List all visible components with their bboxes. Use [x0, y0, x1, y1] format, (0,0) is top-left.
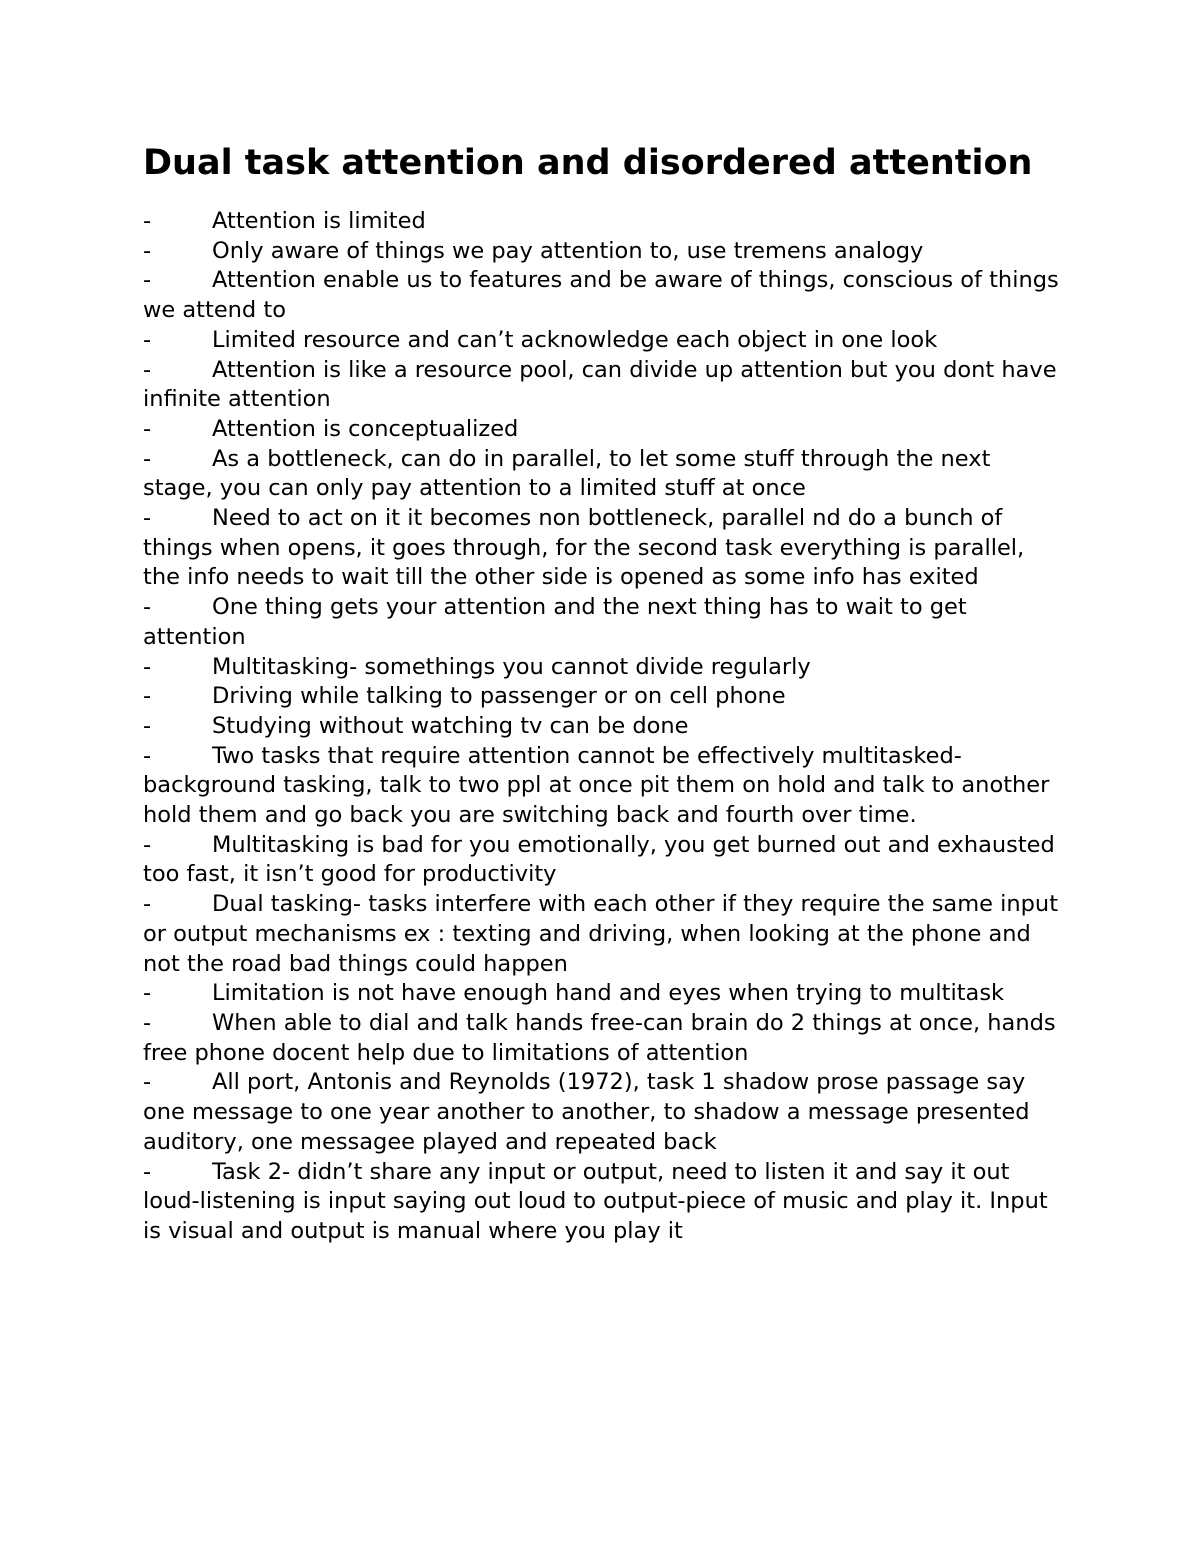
list-item: [143, 1158, 1063, 1247]
list-item: [143, 979, 1063, 1009]
bullet-marker: -: [143, 980, 152, 1007]
bullet-text: All port, Antonis and Reynolds (1972), task 1 shadow prose passage say one message to one year another to another, to shadow a message presented auditory, one messagee played and repeated back: [143, 1069, 1030, 1155]
list-item: [143, 237, 1063, 267]
bullet-marker: -: [143, 594, 152, 621]
list-item: [143, 831, 1063, 890]
list-item: [143, 445, 1063, 504]
bullet-marker: -: [143, 415, 152, 442]
bullet-marker: -: [143, 831, 152, 858]
list-item: [143, 593, 1063, 652]
bullet-text: Task 2- didn’t share any input or output, need to listen it and say it out loud-listening is input saying out loud to output-piece of music and play it. Input is visual and output is manual where you play it: [143, 1158, 1048, 1244]
bullet-text: Only aware of things we pay attention to, use tremens analogy: [212, 237, 924, 264]
bullet-text: Need to act on it it becomes non bottleneck, parallel nd do a bunch of things when opens, it goes through, for the second task everything is parallel, the info needs to wait till the other side is opened as some info has exited: [143, 505, 1025, 591]
bullet-text: One thing gets your attention and the next thing has to wait to get attention: [143, 594, 967, 650]
bullet-marker: -: [143, 356, 152, 383]
bullet-marker: -: [143, 208, 152, 234]
list-item: [143, 742, 1063, 831]
bullet-marker: -: [143, 742, 152, 769]
bullet-marker: -: [143, 653, 152, 680]
list-item: [143, 207, 1063, 237]
document-title: Dual task attention and disordered attention: [143, 143, 1033, 183]
bullet-marker: -: [143, 683, 152, 710]
bullet-text: Studying without watching tv can be done: [212, 712, 689, 739]
bullet-text: As a bottleneck, can do in parallel, to let some stuff through the next stage, you can only pay attention to a limited stuff at once: [143, 445, 991, 502]
list-item: [143, 326, 1063, 356]
list-item: [143, 356, 1063, 415]
list-item: [143, 890, 1063, 979]
bullet-marker: -: [143, 505, 152, 532]
bullet-text: Attention is limited: [212, 208, 426, 234]
bullet-marker: -: [143, 267, 152, 294]
bullet-list: [143, 207, 1063, 1247]
bullet-text: When able to dial and talk hands free-can brain do 2 things at once, hands free phone docent help due to limitations of attention: [143, 1009, 1056, 1066]
list-item: [143, 1009, 1063, 1068]
document-page: [143, 140, 1063, 1247]
bullet-text: Limitation is not have enough hand and eyes when trying to multitask: [212, 980, 1005, 1007]
bullet-marker: -: [143, 445, 152, 472]
bullet-text: Attention is conceptualized: [212, 415, 519, 442]
list-item: [143, 504, 1063, 593]
list-item: [143, 1068, 1063, 1157]
bullet-marker: -: [143, 712, 152, 739]
list-item: [143, 266, 1063, 325]
bullet-text: Attention enable us to features and be aware of things, conscious of things we attend to: [143, 267, 1059, 324]
bullet-text: Attention is like a resource pool, can divide up attention but you dont have infinite attention: [143, 356, 1057, 413]
bullet-text: Two tasks that require attention cannot be effectively multitasked- background tasking, talk to two ppl at once pit them on hold and talk to another hold them and go back you are switching back and fourth over time.: [143, 742, 1050, 829]
bullet-text: Limited resource and can’t acknowledge each object in one look: [212, 326, 938, 353]
bullet-marker: -: [143, 237, 152, 264]
bullet-text: Multitasking- somethings you cannot divide regularly: [212, 653, 811, 680]
bullet-text: Driving while talking to passenger or on cell phone: [212, 683, 786, 710]
bullet-text: Multitasking is bad for you emotionally, you get burned out and exhausted too fast, it isn’t good for productivity: [143, 831, 1055, 888]
bullet-marker: -: [143, 1069, 152, 1096]
bullet-text: Dual tasking- tasks interfere with each other if they require the same input or output mechanisms ex : texting and driving, when looking at the phone and not the road bad things could happen: [143, 891, 1059, 977]
list-item: [143, 712, 1063, 742]
bullet-marker: -: [143, 1009, 152, 1036]
bullet-marker: -: [143, 326, 152, 353]
list-item: [143, 682, 1063, 712]
bullet-marker: -: [143, 1158, 152, 1185]
list-item: [143, 653, 1063, 683]
bullet-marker: -: [143, 891, 152, 918]
list-item: [143, 415, 1063, 445]
